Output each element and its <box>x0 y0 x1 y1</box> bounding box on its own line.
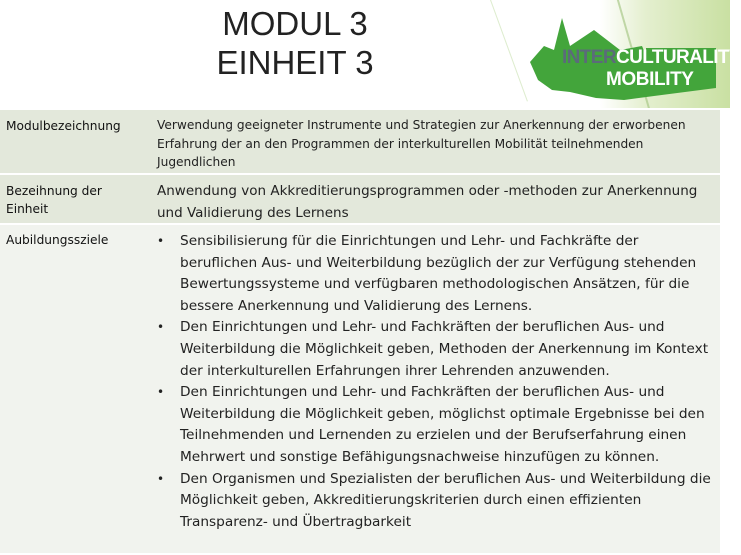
list-item <box>157 231 714 317</box>
row-label: Modulbezeichnung <box>6 119 121 133</box>
slide-title <box>160 4 430 82</box>
module-table <box>0 108 720 555</box>
logo-text-part-1: INTER <box>562 47 617 68</box>
bullet-icon: • <box>157 234 165 248</box>
logo-text-line-2: MOBILITY <box>606 69 694 90</box>
decorative-line <box>490 0 528 101</box>
objectives-list <box>157 231 714 533</box>
row-value: Anwendung von Akkreditierungsprogrammen oder -methoden zur Anerkennung und Validierung des Lernens <box>157 183 698 221</box>
list-item <box>157 317 714 382</box>
list-item-text: Sensibilisierung für die Einrichtungen und Lehr- und Fachkräfte der beruflichen Aus- und Weiterbildung bezüglich der zur Verfügung stehenden Bewertungssysteme und verfügbaren methodologischen Ansätzen, für die bessere Anerkennung und Validierung des Lernens. <box>180 233 697 314</box>
row-value <box>148 225 720 553</box>
list-item-text: Den Einrichtungen und Lehr- und Fachkräften der beruflichen Aus- und Weiterbildung die Möglichkeit geben, möglichst optimale Ergebnisse bei den Teilnehmenden und Lernenden zu erzielen und der Berufserfahrung einen Mehrwert und sonstige Befähigungsnachweise hinzufügen zu können. <box>180 384 705 465</box>
title-line-2: EINHEIT 3 <box>216 44 374 81</box>
row-value: Verwendung geeigneter Instrumente und Strategien zur Anerkennung der erworbenen Erfahrung der an den Programmen der interkulturellen Mobilität teilnehmenden Jugendlichen <box>157 118 686 169</box>
list-item <box>157 469 714 534</box>
table-row <box>0 110 720 175</box>
row-label: Bezeihnung der Einheit <box>6 184 102 216</box>
table-row <box>0 175 720 225</box>
bullet-icon: • <box>157 320 165 335</box>
table-row <box>0 225 720 555</box>
bullet-icon: • <box>157 471 165 486</box>
logo-text-line-1 <box>562 47 741 69</box>
list-item <box>157 382 714 468</box>
interculturality-mobility-logo <box>528 14 741 100</box>
logo-text-part-2: CULTURALITY <box>616 47 741 68</box>
list-item-text: Den Organismen und Spezialisten der beruflichen Aus- und Weiterbildung die Möglichkeit geben, Akkreditierungskriterien durch einen effizienten Transparenz- und Übertragbarkeit <box>180 470 711 530</box>
bullet-icon: • <box>157 385 165 400</box>
list-item-text: Den Einrichtungen und Lehr- und Fachkräften der beruflichen Aus- und Weiterbildung die Möglichkeit geben, Methoden der Anerkennung im Kontext der interkulturellen Erfahrungen ihrer Lehrenden anzuwenden. <box>180 319 709 379</box>
row-label: Aubildungssziele <box>6 233 109 247</box>
title-line-1: MODUL 3 <box>222 5 368 42</box>
